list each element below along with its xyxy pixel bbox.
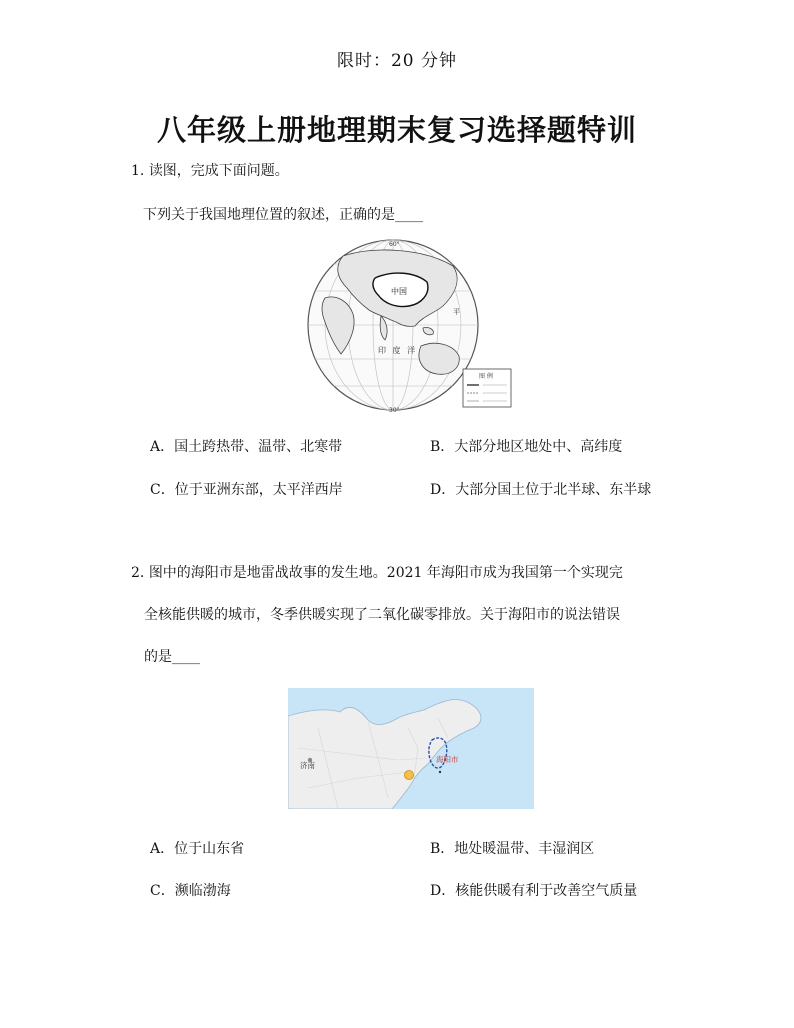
shandong-map-figure [288,688,534,809]
question-2-line-2: 全核能供暖的城市，冬季供暖实现了二氧化碳零排放。关于海阳市的说法错误 [144,607,620,623]
option-letter: D． [430,482,456,498]
option-letter: B． [430,439,455,455]
time-limit: 限时：20 分钟 [336,51,458,71]
question-text: 图中的海阳市是地雷战故事的发生地。2021 年海阳市成为我国第一个实现完 [148,565,623,581]
map-label-indian-ocean: 印 度 洋 [378,346,418,355]
page-title: 八年级上册地理期末复习选择题特训 [156,113,637,147]
q1-option-b[interactable] [430,436,622,456]
q1-option-a[interactable] [150,436,342,456]
map-label-haiyang: 海阳市 [436,755,459,764]
option-letter: C． [150,883,175,899]
map-label-china: 中国 [391,287,407,296]
option-letter: D． [430,883,456,899]
question-2-line-3: 的是____ [144,649,200,665]
option-letter: A． [150,841,175,857]
question-number: 1. [131,163,145,179]
option-letter: C． [150,482,175,498]
map-label-lat-top: 60° [389,241,400,248]
question-1-stem: 下列关于我国地理位置的叙述，正确的是____ [143,207,423,223]
question-1-intro [131,160,289,182]
map-label-pacific: 平 [453,308,460,316]
question-2-line-1 [131,562,623,584]
legend-title: 图 例 [479,373,493,380]
q1-option-d[interactable] [430,479,651,499]
map-label-jinan: 济南 [300,761,315,770]
q2-option-a[interactable] [150,838,244,858]
option-text: 位于山东省 [174,841,245,857]
option-text: 大部分地区地处中、高纬度 [454,439,623,455]
q2-option-b[interactable] [430,838,594,858]
option-text: 位于亚洲东部，太平洋西岸 [174,482,343,498]
option-text: 核能供暖有利于改善空气质量 [455,883,638,899]
question-number: 2. [131,565,145,581]
q2-option-d[interactable] [430,880,637,900]
qingdao-marker-icon [405,771,414,780]
globe-map-figure [303,236,515,414]
q1-option-c[interactable] [150,479,343,499]
option-text: 大部分国土位于北半球、东半球 [455,482,652,498]
option-letter: A． [150,439,175,455]
map-legend [463,369,511,407]
option-text: 地处暖温带、丰湿润区 [454,841,595,857]
question-intro-text: 读图，完成下面问题。 [148,163,289,179]
map-label-lat-bottom: 30° [389,407,400,414]
q2-option-c[interactable] [150,880,231,900]
option-text: 濒临渤海 [174,883,231,899]
point-marker [439,771,441,773]
option-letter: B． [430,841,455,857]
option-text: 国土跨热带、温带、北寒带 [174,439,343,455]
